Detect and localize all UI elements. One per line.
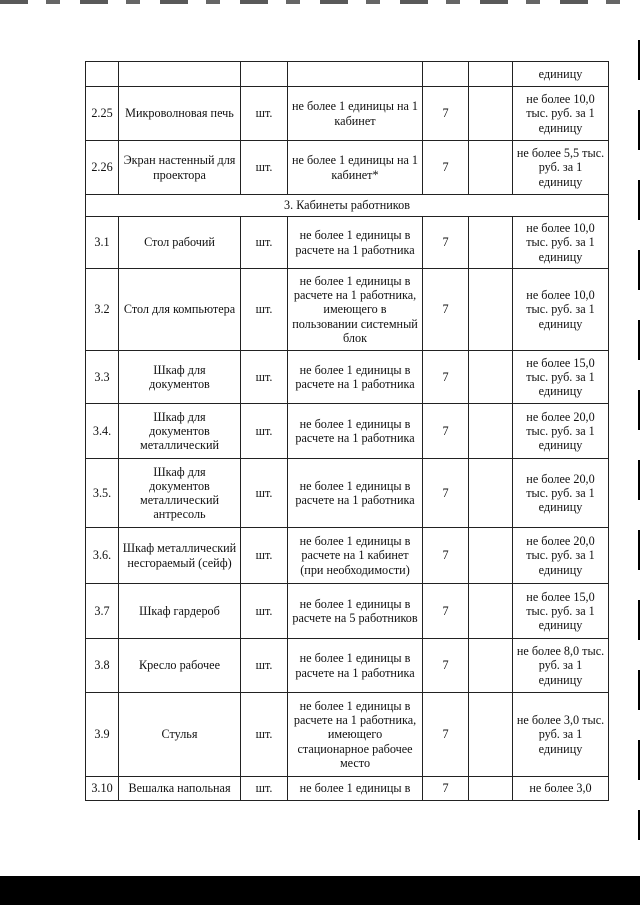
cell-name: Стол рабочий xyxy=(119,217,241,269)
cell-empty xyxy=(469,639,513,693)
cell-name: Кресло рабочее xyxy=(119,639,241,693)
cell-qty: не более 1 единицы в расчете на 1 работника, имеющего стационарное рабочее место xyxy=(288,693,423,777)
cell-price: не более 8,0 тыс. руб. за 1 единицу xyxy=(513,639,609,693)
table-row xyxy=(86,404,609,459)
cell-qty: не более 1 единицы в расчете на 1 работника xyxy=(288,639,423,693)
cell-years: 7 xyxy=(423,528,469,584)
cell-years: 7 xyxy=(423,693,469,777)
cell-years: 7 xyxy=(423,777,469,801)
cell-years: 7 xyxy=(423,269,469,351)
cell-empty xyxy=(469,404,513,459)
cell-price: не более 3,0 xyxy=(513,777,609,801)
cell-years: 7 xyxy=(423,639,469,693)
cell-unit: шт. xyxy=(241,777,288,801)
cell-num: 3.5. xyxy=(86,459,119,528)
cell-price: не более 10,0 тыс. руб. за 1 единицу xyxy=(513,269,609,351)
cell-price: не более 10,0 тыс. руб. за 1 единицу xyxy=(513,87,609,141)
cell-qty: не более 1 единицы в расчете на 5 работников xyxy=(288,584,423,639)
cell-unit: шт. xyxy=(241,639,288,693)
table-row xyxy=(86,693,609,777)
cell-unit: шт. xyxy=(241,351,288,404)
furniture-norms-table xyxy=(85,61,609,801)
cell-unit: шт. xyxy=(241,404,288,459)
cell-qty: не более 1 единицы в расчете на 1 работника xyxy=(288,217,423,269)
cell-num: 3.3 xyxy=(86,351,119,404)
cell-price: не более 10,0 тыс. руб. за 1 единицу xyxy=(513,217,609,269)
cell-num: 3.1 xyxy=(86,217,119,269)
table-row xyxy=(86,777,609,801)
cell-unit: шт. xyxy=(241,87,288,141)
cell-name: Шкаф для документов металлический антресоль xyxy=(119,459,241,528)
cell-num: 2.26 xyxy=(86,141,119,195)
table-row xyxy=(86,269,609,351)
cell-years: 7 xyxy=(423,351,469,404)
cell-empty xyxy=(469,693,513,777)
cell-years: 7 xyxy=(423,584,469,639)
cell-empty xyxy=(469,62,513,87)
cell-num: 3.10 xyxy=(86,777,119,801)
cell-qty: не более 1 единицы в расчете на 1 работника xyxy=(288,351,423,404)
cell-unit: шт. xyxy=(241,269,288,351)
cell-name: Экран настенный для проектора xyxy=(119,141,241,195)
cell-name: Шкаф для документов металлический xyxy=(119,404,241,459)
cell-empty xyxy=(469,459,513,528)
cell-num: 3.9 xyxy=(86,693,119,777)
cell-price: не более 20,0 тыс. руб. за 1 единицу xyxy=(513,404,609,459)
cell-price: не более 20,0 тыс. руб. за 1 единицу xyxy=(513,528,609,584)
cell-name: Вешалка напольная xyxy=(119,777,241,801)
cell-qty xyxy=(288,62,423,87)
cell-price: единицу xyxy=(513,62,609,87)
cell-empty xyxy=(469,584,513,639)
cell-years: 7 xyxy=(423,404,469,459)
table-row xyxy=(86,639,609,693)
cell-qty: не более 1 единицы на 1 кабинет* xyxy=(288,141,423,195)
cell-price: не более 5,5 тыс. руб. за 1 единицу xyxy=(513,141,609,195)
cell-num: 3.2 xyxy=(86,269,119,351)
cell-qty: не более 1 единицы в расчете на 1 работника xyxy=(288,459,423,528)
cell-unit: шт. xyxy=(241,693,288,777)
cell-qty: не более 1 единицы в расчете на 1 работника xyxy=(288,404,423,459)
cell-years xyxy=(423,62,469,87)
cell-name: Стулья xyxy=(119,693,241,777)
cell-empty xyxy=(469,141,513,195)
section-heading: 3. Кабинеты работников xyxy=(86,195,609,217)
cell-unit: шт. xyxy=(241,141,288,195)
table-row xyxy=(86,217,609,269)
cell-price: не более 15,0 тыс. руб. за 1 единицу xyxy=(513,584,609,639)
cell-price: не более 20,0 тыс. руб. за 1 единицу xyxy=(513,459,609,528)
cell-num xyxy=(86,62,119,87)
cell-unit: шт. xyxy=(241,584,288,639)
cell-num: 3.8 xyxy=(86,639,119,693)
cell-name: Шкаф металлический несгораемый (сейф) xyxy=(119,528,241,584)
cell-empty xyxy=(469,87,513,141)
cell-empty xyxy=(469,351,513,404)
cell-unit: шт. xyxy=(241,528,288,584)
cell-price: не более 15,0 тыс. руб. за 1 единицу xyxy=(513,351,609,404)
cell-name xyxy=(119,62,241,87)
cell-unit: шт. xyxy=(241,217,288,269)
table-row-continued xyxy=(86,62,609,87)
cell-years: 7 xyxy=(423,141,469,195)
scan-top-edge xyxy=(0,0,640,4)
cell-qty: не более 1 единицы в расчете на 1 кабинет (при необходимости) xyxy=(288,528,423,584)
cell-empty xyxy=(469,269,513,351)
cell-empty xyxy=(469,777,513,801)
cell-name: Стол для компьютера xyxy=(119,269,241,351)
cell-unit xyxy=(241,62,288,87)
cell-name: Шкаф гардероб xyxy=(119,584,241,639)
cell-name: Шкаф для документов xyxy=(119,351,241,404)
cell-unit: шт. xyxy=(241,459,288,528)
cell-qty: не более 1 единицы в xyxy=(288,777,423,801)
cell-years: 7 xyxy=(423,87,469,141)
cell-years: 7 xyxy=(423,217,469,269)
table-row xyxy=(86,528,609,584)
table-row xyxy=(86,584,609,639)
cell-qty: не более 1 единицы на 1 кабинет xyxy=(288,87,423,141)
cell-name: Микроволновая печь xyxy=(119,87,241,141)
cell-empty xyxy=(469,217,513,269)
cell-num: 3.4. xyxy=(86,404,119,459)
scan-bottom-band xyxy=(0,876,640,905)
cell-empty xyxy=(469,528,513,584)
table-row xyxy=(86,87,609,141)
cell-qty: не более 1 единицы в расчете на 1 работника, имеющего в пользовании системный блок xyxy=(288,269,423,351)
section-row xyxy=(86,195,609,217)
cell-years: 7 xyxy=(423,459,469,528)
table-row xyxy=(86,459,609,528)
cell-num: 3.7 xyxy=(86,584,119,639)
cell-num: 3.6. xyxy=(86,528,119,584)
table-row xyxy=(86,141,609,195)
cell-price: не более 3,0 тыс. руб. за 1 единицу xyxy=(513,693,609,777)
cell-num: 2.25 xyxy=(86,87,119,141)
table-row xyxy=(86,351,609,404)
